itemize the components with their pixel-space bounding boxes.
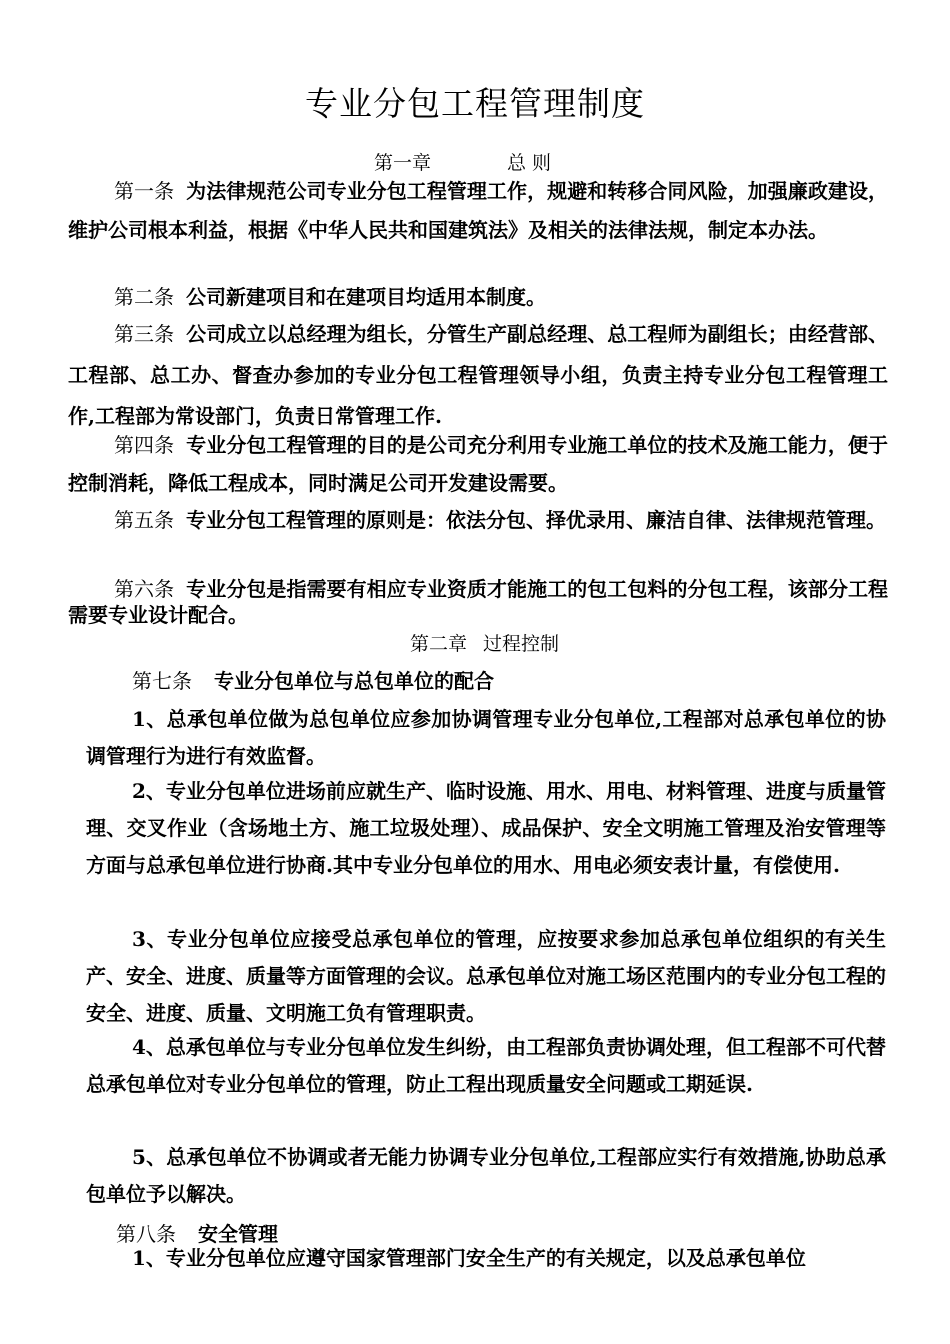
article-1 xyxy=(68,172,888,250)
article-3 xyxy=(68,314,888,437)
article-text: 公司成立以总经理为组长，分管生产副总经理、总工程师为副组长；由经营部、工程部、总工办、督查办参加的专业分包工程管理领导小组，负责主持专业分包工程管理工作,工程部为常设部门，负责日常管理工作. xyxy=(68,322,889,428)
chapter-label: 第二章 xyxy=(410,633,468,655)
article-text: 公司新建项目和在建项目均适用本制度。 xyxy=(186,285,546,309)
article-4 xyxy=(68,426,888,502)
article-text: 安全管理 xyxy=(198,1222,278,1246)
article-number: 第八条 xyxy=(116,1222,176,1246)
chapter-name: 过程控制 xyxy=(483,633,560,655)
clause-7-5: 5、总承包单位不协调或者无能力协调专业分包单位,工程部应实行有效措施,协助总承包单位予以解决。 xyxy=(86,1145,886,1206)
article-5 xyxy=(68,502,888,538)
article-number: 第三条 xyxy=(114,322,175,346)
article-2 xyxy=(68,282,888,312)
article-text: 专业分包工程管理的原则是：依法分包、择优录用、廉洁自律、法律规范管理。 xyxy=(186,508,886,532)
clause-7-4: 4、总承包单位与专业分包单位发生纠纷，由工程部负责协调处理，但工程部不可代替总承包单位对专业分包单位的管理，防止工程出现质量安全问题或工期延误. xyxy=(86,1035,886,1096)
clause-8-1: 1、专业分包单位应遵守国家管理部门安全生产的有关规定，以及总承包单位 xyxy=(132,1246,806,1270)
chapter-1-heading xyxy=(374,148,551,175)
clause-7-1: 1、总承包单位做为总包单位应参加协调管理专业分包单位,工程部对总承包单位的协调管理行为进行有效监督。 xyxy=(86,707,886,768)
clause-7-2: 2、专业分包单位进场前应就生产、临时设施、用水、用电、材料管理、进度与质量管理、交叉作业（含场地土方、施工垃圾处理）、成品保护、安全文明施工管理及治安管理等方面与总承包单位进行协商.其中专业分包单位的用水、用电必须安表计量，有偿使用. xyxy=(86,779,886,877)
article-text: 专业分包是指需要有相应专业资质才能施工的包工包料的分包工程，该部分工程需要专业设计配合。 xyxy=(68,577,889,627)
article-text: 为法律规范公司专业分包工程管理工作，规避和转移合同风险，加强廉政建设，维护公司根本利益，根据《中华人民共和国建筑法》及相关的法律法规，制定本办法。 xyxy=(68,179,889,242)
chapter-name: 总 则 xyxy=(507,152,552,174)
document-title: 专业分包工程管理制度 xyxy=(305,84,645,123)
article-number: 第二条 xyxy=(114,285,174,309)
article-number: 第四条 xyxy=(114,433,175,457)
article-6 xyxy=(68,576,888,628)
clause-7-3: 3、专业分包单位应接受总承包单位的管理，应按要求参加总承包单位组织的有关生产、安全、进度、质量等方面管理的会议。总承包单位对施工场区范围内的专业分包工程的安全、进度、质量、文明施工负有管理职责。 xyxy=(86,927,886,1025)
article-number: 第一条 xyxy=(114,179,175,203)
article-number: 第六条 xyxy=(114,577,175,601)
chapter-2-heading xyxy=(410,629,559,656)
article-number: 第五条 xyxy=(114,508,174,532)
article-number: 第七条 xyxy=(132,669,192,693)
chapter-label: 第一章 xyxy=(374,152,432,174)
article-7-heading xyxy=(132,665,494,694)
article-text: 专业分包工程管理的目的是公司充分利用专业施工单位的技术及施工能力，便于控制消耗，降低工程成本，同时满足公司开发建设需要。 xyxy=(68,433,889,495)
article-text: 专业分包单位与总包单位的配合 xyxy=(214,669,494,693)
